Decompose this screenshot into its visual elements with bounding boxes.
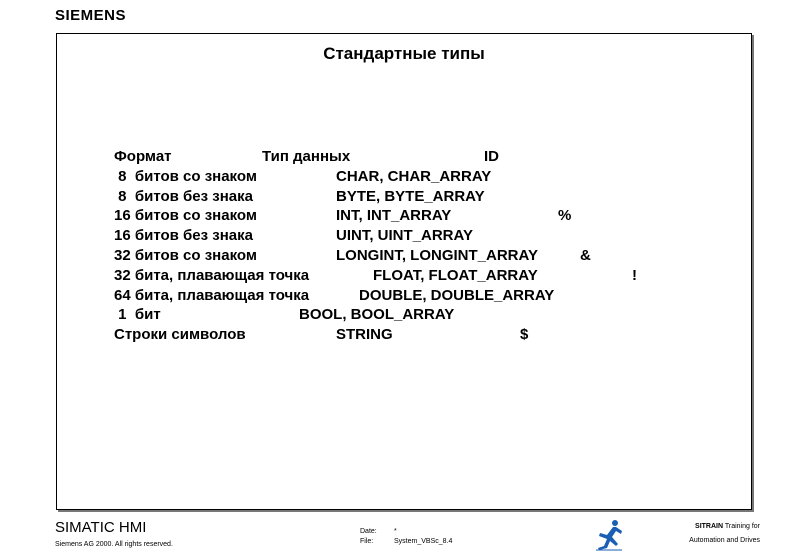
sitrain-label: SITRAIN <box>695 523 724 530</box>
row-type: CHAR, CHAR_ARRAY <box>336 167 492 185</box>
table-row <box>114 206 572 226</box>
sitrain-figure-icon <box>594 519 624 551</box>
row-format: 16 битов без знака <box>114 227 253 245</box>
row-format: 32 битов со знаком <box>114 246 257 264</box>
row-id: & <box>580 246 591 264</box>
row-format: 8 битов со знаком <box>114 167 257 185</box>
row-type: STRING <box>336 326 393 344</box>
table-row <box>114 167 492 187</box>
siemens-logo: SIEMENS <box>55 7 127 24</box>
column-header-type: Тип данных <box>262 148 351 165</box>
row-type: BOOL, BOOL_ARRAY <box>299 306 455 324</box>
row-type: DOUBLE, DOUBLE_ARRAY <box>359 286 555 304</box>
slide-title: Стандартные типы <box>323 44 485 63</box>
file-value: System_VBSc_8.4 <box>394 538 453 545</box>
row-type: UINT, UINT_ARRAY <box>336 227 473 245</box>
training-text: Training for <box>723 523 760 530</box>
table-row <box>114 266 637 286</box>
copyright: Siemens AG 2000. All rights reserved. <box>55 541 173 548</box>
slide-frame <box>56 33 752 510</box>
table-row <box>114 286 555 306</box>
date-label: Date: <box>360 528 377 535</box>
file-label: File: <box>360 538 374 545</box>
date-value: * <box>394 528 397 535</box>
column-header-id: ID <box>484 148 499 165</box>
row-format: 1 бит <box>114 306 161 324</box>
row-id: % <box>558 207 572 225</box>
table-row <box>114 226 473 246</box>
table-header <box>114 147 499 167</box>
row-format: Строки символов <box>114 326 246 344</box>
row-id: ! <box>632 266 637 284</box>
row-format: 16 битов со знаком <box>114 207 257 225</box>
row-format: 8 битов без знака <box>114 187 253 205</box>
table-row <box>114 187 485 207</box>
row-format: 32 бита, плавающая точка <box>114 266 310 284</box>
types-table <box>114 147 637 345</box>
table-row <box>114 305 455 325</box>
table-row <box>114 246 591 266</box>
column-header-format: Формат <box>114 148 172 165</box>
row-type: BYTE, BYTE_ARRAY <box>336 187 485 205</box>
product-name: SIMATIC HMI <box>55 519 147 536</box>
row-type: LONGINT, LONGINT_ARRAY <box>336 246 538 264</box>
training-line-2: Automation and Drives <box>689 537 760 544</box>
table-row <box>114 325 529 345</box>
file-line <box>360 538 452 545</box>
training-line-1 <box>695 523 760 530</box>
row-id: $ <box>520 326 529 344</box>
row-type: FLOAT, FLOAT_ARRAY <box>373 266 538 284</box>
row-format: 64 бита, плавающая точка <box>114 286 310 304</box>
row-type: INT, INT_ARRAY <box>336 207 452 225</box>
date-line <box>360 528 397 535</box>
